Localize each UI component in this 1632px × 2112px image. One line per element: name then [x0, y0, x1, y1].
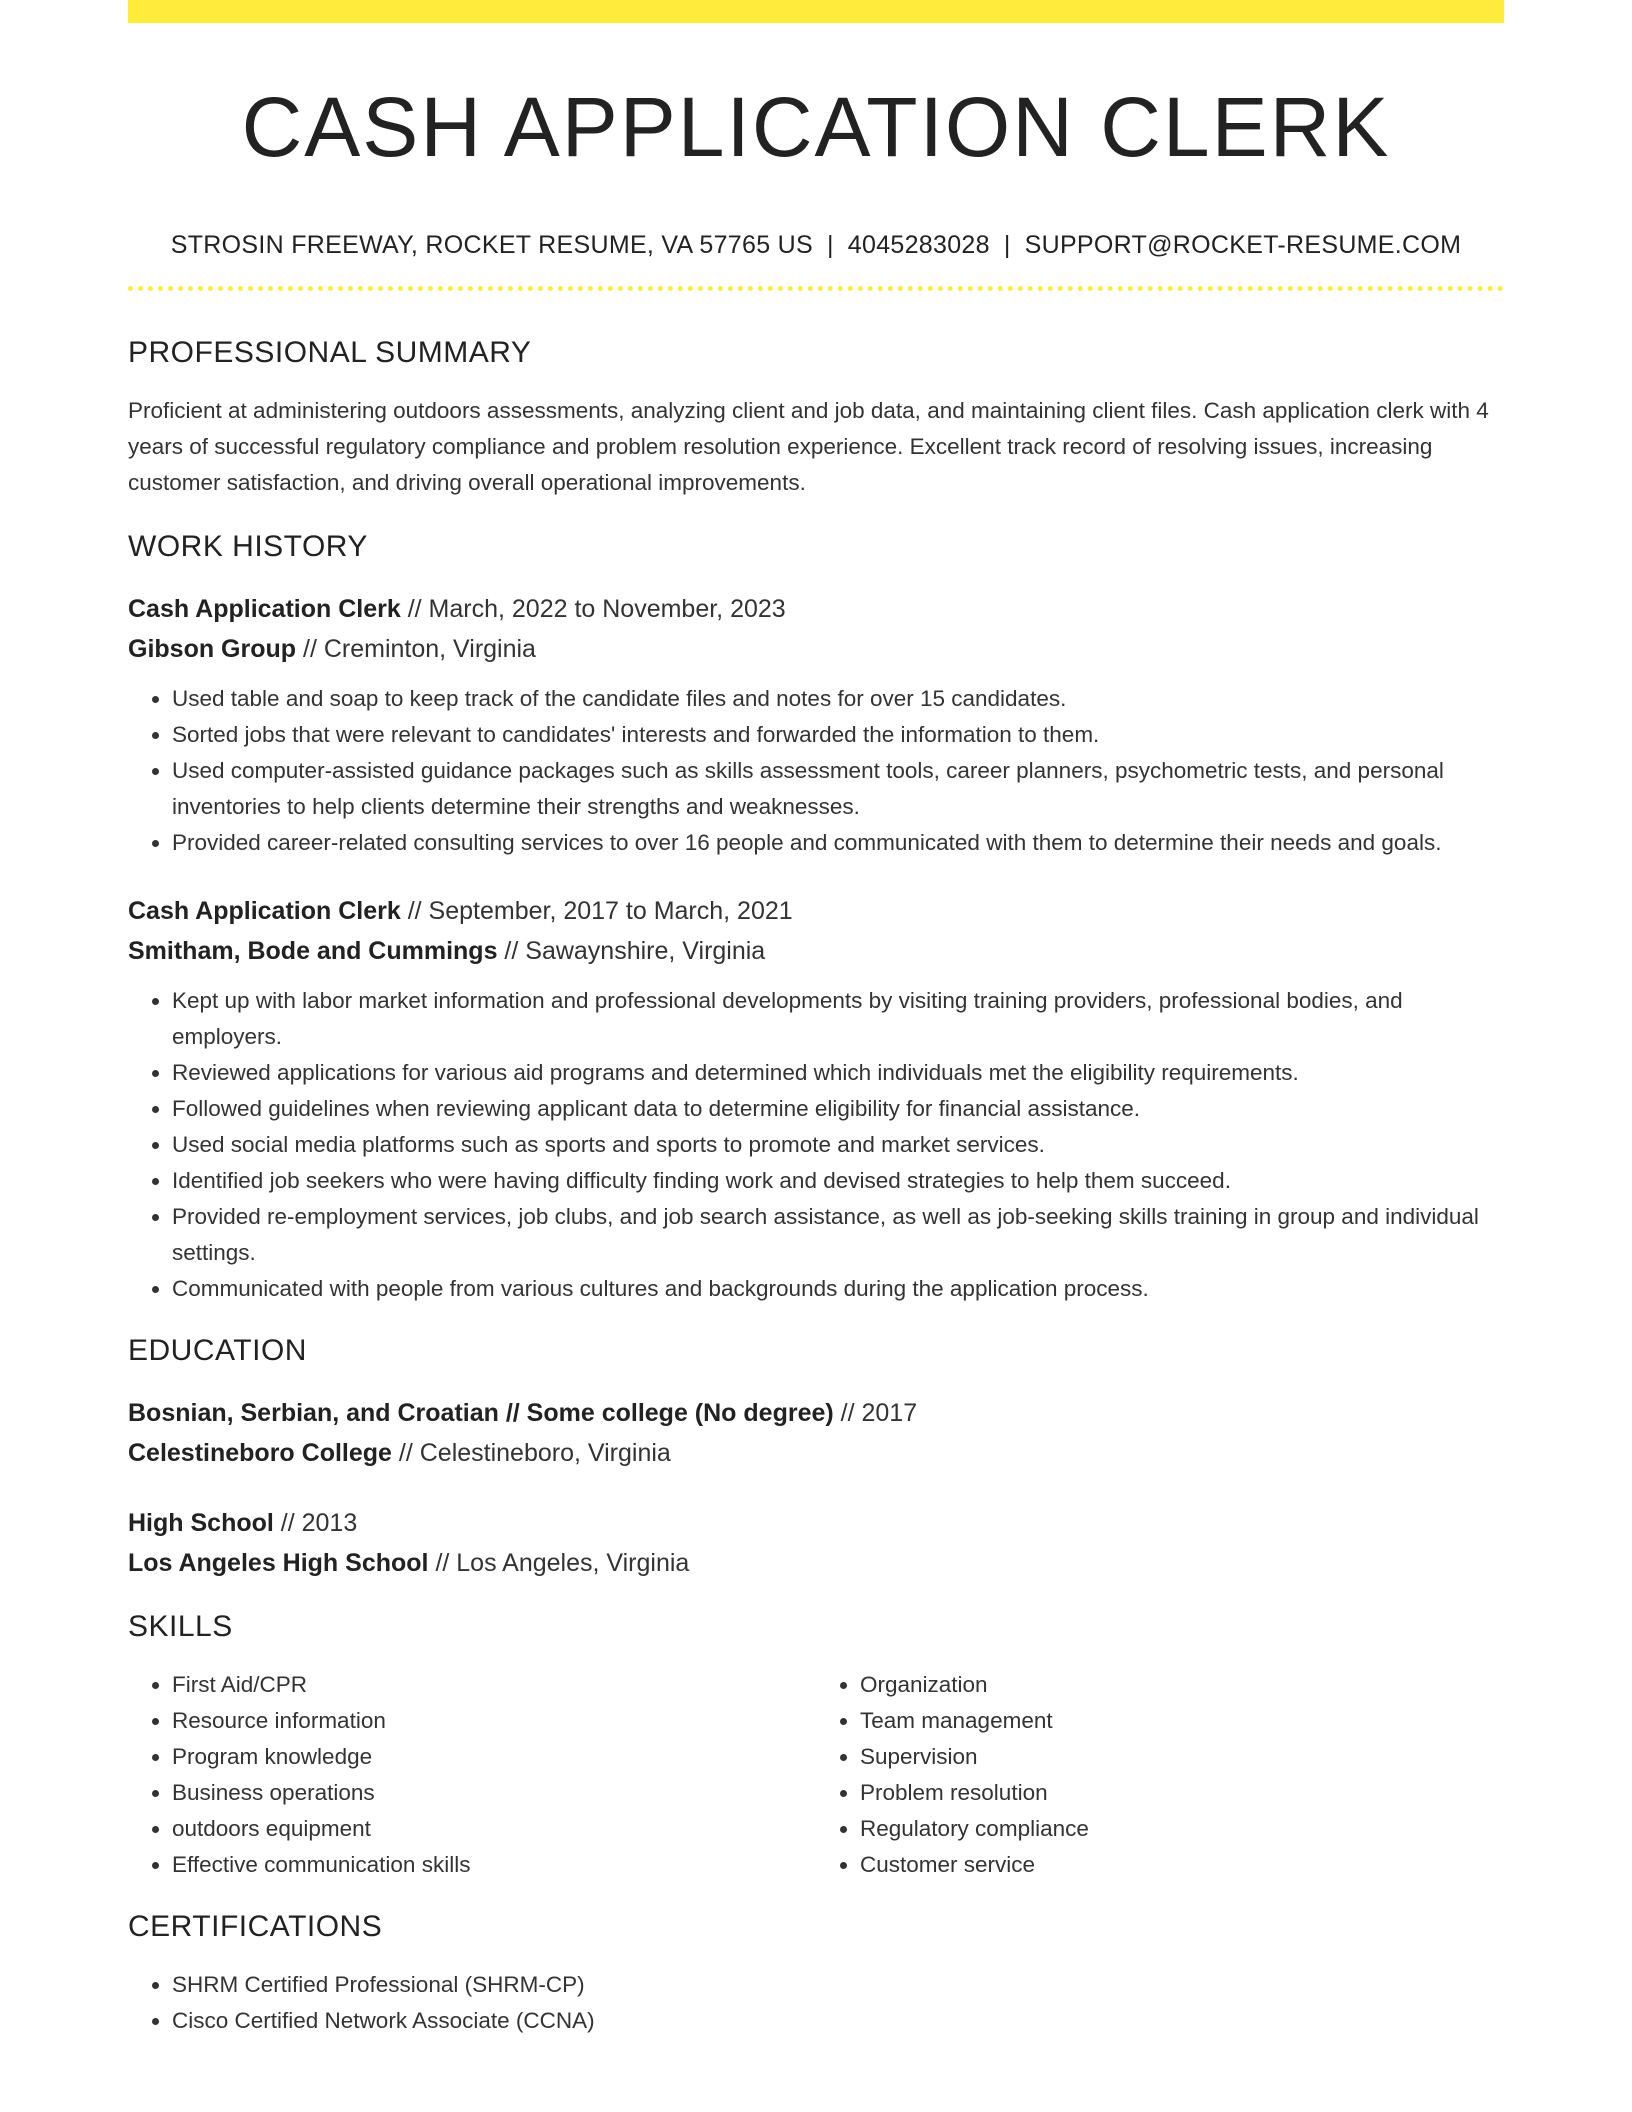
skill-item: • Organization — [860, 1667, 1504, 1703]
certifications-heading: CERTIFICATIONS — [128, 1910, 383, 1943]
job-title-line — [128, 589, 1504, 629]
education-school-line — [128, 1433, 1504, 1473]
job-bullet: • Provided re-employment services, job clubs, and job search assistance, as well as job-seeking skills training in group and individual settings. — [172, 1199, 1504, 1271]
dotted-divider — [128, 286, 1504, 291]
education-location: // Los Angeles, Virginia — [428, 1549, 690, 1577]
skills-column-right — [816, 1667, 1504, 1883]
job-company: Smitham, Bode and Cummings — [128, 937, 498, 965]
contact-separator: | — [1003, 231, 1011, 259]
summary-text: Proficient at administering outdoors assessments, analyzing client and job data, and maintaining client files. Cash application clerk with 4 years of successful regulatory compliance and problem resolution experience. Excellent track record of resolving issues, increasing customer satisfaction, and driving overall operational improvements. — [128, 398, 1489, 495]
skills-grid — [128, 1667, 1504, 1883]
skills-column-left — [128, 1667, 816, 1883]
education-school: Los Angeles High School — [128, 1549, 429, 1577]
job-bullet: • Used table and soap to keep track of the candidate files and notes for over 15 candidates. — [172, 681, 1504, 717]
work-history-heading: WORK HISTORY — [128, 530, 368, 563]
skill-item: • Effective communication skills — [172, 1847, 816, 1883]
education-entry — [128, 1393, 1504, 1473]
skill-item: • Regulatory compliance — [860, 1811, 1504, 1847]
job-company-line — [128, 629, 1504, 669]
education-heading: EDUCATION — [128, 1334, 307, 1367]
job-dates: // September, 2017 to March, 2021 — [400, 897, 793, 925]
contact-email: SUPPORT@ROCKET-RESUME.COM — [1024, 231, 1462, 259]
skill-item: • Problem resolution — [860, 1775, 1504, 1811]
contact-address: STROSIN FREEWAY, ROCKET RESUME, VA 57765 US — [170, 231, 813, 259]
contact-separator: | — [826, 231, 834, 259]
job-company-line — [128, 931, 1504, 971]
job-bullet: • Provided career-related consulting services to over 16 people and communicated with them to determine their needs and goals. — [172, 825, 1504, 861]
skill-item: • outdoors equipment — [172, 1811, 816, 1847]
education-degree: Bosnian, Serbian, and Croatian // Some college (No degree) — [128, 1399, 834, 1427]
education-year: // 2017 — [833, 1399, 918, 1427]
job-bullets — [128, 983, 1504, 1307]
education-entry — [128, 1503, 1504, 1583]
job-role: Cash Application Clerk — [128, 595, 401, 623]
skills-heading: SKILLS — [128, 1610, 233, 1643]
skill-item: • Supervision — [860, 1739, 1504, 1775]
skill-item: • Business operations — [172, 1775, 816, 1811]
job-bullet: • Identified job seekers who were having difficulty finding work and devised strategies to help them succeed. — [172, 1163, 1504, 1199]
contact-line — [128, 225, 1504, 265]
job-entry — [128, 891, 1504, 1307]
contact-phone: 4045283028 — [847, 231, 990, 259]
skill-item: • Resource information — [172, 1703, 816, 1739]
education-year: // 2013 — [273, 1509, 358, 1537]
job-location: // Creminton, Virginia — [296, 635, 536, 663]
accent-bar — [128, 0, 1504, 23]
education-degree-line — [128, 1503, 1504, 1543]
certification-item: • SHRM Certified Professional (SHRM-CP) — [172, 1967, 1504, 2003]
job-title-line — [128, 891, 1504, 931]
job-bullet: • Kept up with labor market information and professional developments by visiting training providers, professional bodies, and employers. — [172, 983, 1504, 1055]
job-bullet: • Used computer-assisted guidance packages such as skills assessment tools, career planners, psychometric tests, and personal inventories to help clients determine their strengths and weaknesses. — [172, 753, 1504, 825]
job-dates: // March, 2022 to November, 2023 — [400, 595, 786, 623]
job-bullet: • Communicated with people from various cultures and backgrounds during the application process. — [172, 1271, 1504, 1307]
job-company: Gibson Group — [128, 635, 297, 663]
education-degree-line — [128, 1393, 1504, 1433]
skill-item: • Customer service — [860, 1847, 1504, 1883]
education-school: Celestineboro College — [128, 1439, 392, 1467]
job-location: // Sawaynshire, Virginia — [497, 937, 766, 965]
summary-heading: PROFESSIONAL SUMMARY — [128, 336, 532, 369]
certification-item: • Cisco Certified Network Associate (CCNA) — [172, 2003, 1504, 2039]
job-bullet: • Used social media platforms such as sports and sports to promote and market services. — [172, 1127, 1504, 1163]
job-role: Cash Application Clerk — [128, 897, 401, 925]
skill-item: • First Aid/CPR — [172, 1667, 816, 1703]
job-bullet: • Sorted jobs that were relevant to candidates' interests and forwarded the information to them. — [172, 717, 1504, 753]
job-bullets — [128, 681, 1504, 861]
job-bullet: • Reviewed applications for various aid programs and determined which individuals met the eligibility requirements. — [172, 1055, 1504, 1091]
resume-page — [128, 0, 1504, 2039]
education-school-line — [128, 1543, 1504, 1583]
skill-item: • Team management — [860, 1703, 1504, 1739]
education-degree: High School — [128, 1509, 274, 1537]
education-location: // Celestineboro, Virginia — [391, 1439, 671, 1467]
resume-title: CASH APPLICATION CLERK — [241, 80, 1391, 174]
certifications-list — [128, 1967, 1504, 2039]
skill-item: • Program knowledge — [172, 1739, 816, 1775]
job-bullet: • Followed guidelines when reviewing applicant data to determine eligibility for financial assistance. — [172, 1091, 1504, 1127]
job-entry — [128, 589, 1504, 861]
